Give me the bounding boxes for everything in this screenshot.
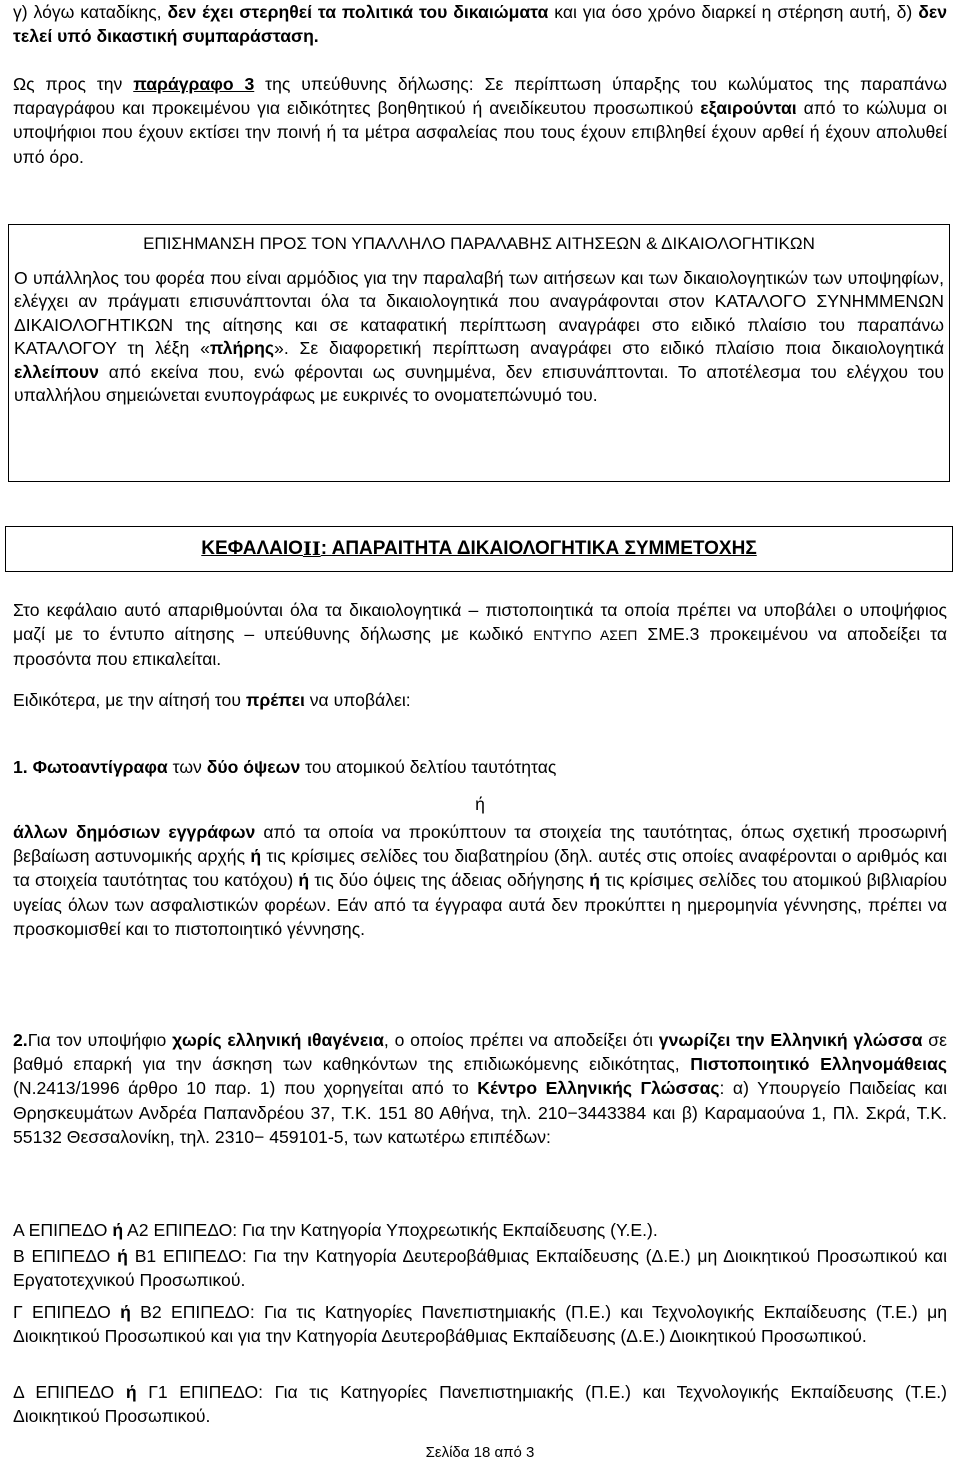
text-segment: Ειδικότερα, με την αίτησή του — [13, 690, 246, 710]
text-segment: σε βαθμό επαρκή για την άσκηση των καθηκόντων της επιδιωκόμενης ειδικότητας, — [13, 1030, 947, 1075]
bold-text: ή — [589, 870, 600, 891]
bold-text: ή — [298, 870, 310, 891]
notice-box — [8, 224, 950, 482]
text-segment: να υποβάλει: — [304, 690, 411, 710]
level-c — [13, 1300, 947, 1348]
text-segment: Γ ΕΠΙΠΕΔΟ — [13, 1302, 121, 1322]
text-segment: από εκείνα που, ενώ φέρονται ως συνημμένα, δεν επισυνάπτονται. Το αποτέλεσμα του ελέγχου του υπαλλήλου σημειώνεται ενυπογράφως με ευκρινές το ονοματεπώνυμό του. — [14, 361, 944, 406]
bold-text: δεν έχει στερηθεί τα πολιτικά του δικαιώματα — [167, 2, 549, 22]
text-segment: Β ΕΠΙΠΕΔΟ — [13, 1246, 118, 1266]
item-1-body — [13, 820, 947, 941]
text-segment: Δ ΕΠΙΠΕΔΟ — [13, 1382, 126, 1402]
notice-title: ΕΠΙΣΗΜΑΝΣΗ ΠΡΟΣ ΤΟΝ ΥΠΑΛΛΗΛΟ ΠΑΡΑΛΑΒΗΣ ΑΙΤΗΣΕΩΝ & ΔΙΚΑΙΟΛΟΓΗΤΙΚΩΝ — [143, 234, 815, 253]
text-segment: Β1 ΕΠΙΠΕΔΟ: Για την Κατηγορία Δευτεροβάθμιας Εκπαίδευσης (Δ.Ε.) μη Διοικητικού Προσωπικού και Εργατοτεχνικού Προσωπικού. — [13, 1246, 947, 1291]
text-segment: Α ΕΠΙΠΕΔΟ — [13, 1220, 113, 1240]
paragraph-conditions-end — [13, 0, 947, 48]
bold-text: γνωρίζει την Ελληνική γλώσσα — [658, 1030, 923, 1050]
bold-underlined-text: παράγραφο 3 — [133, 74, 255, 94]
text-segment: Ως προς την — [13, 74, 134, 94]
bold-text: δύο όψεων — [206, 757, 301, 777]
text-segment: , ο οποίος πρέπει να αποδείξει ότι — [383, 1030, 659, 1050]
text-segment: ΚΕΦΑΛΑΙΟ — [201, 538, 303, 559]
bold-text: πρέπει — [245, 690, 305, 710]
text-segment: (Ν.2413/1996 άρθρο 10 παρ. 1) που χορηγείται από το — [13, 1078, 478, 1099]
bold-text: ελλείπουν — [14, 361, 99, 382]
bold-text: ή — [112, 1220, 124, 1240]
level-a — [13, 1218, 947, 1242]
page-number: Σελίδα 18 από 3 — [425, 1444, 535, 1461]
bold-text: άλλων δημόσιων εγγράφων — [13, 822, 256, 842]
level-b — [13, 1244, 947, 1292]
text-segment: από τα οποία να προκύπτουν τα στοιχεία της ταυτότητας, όπως σχετική προσωρινή βεβαίωση αστυνομικής αρχής — [13, 822, 947, 867]
text-segment: από το κώλυμα οι υποψήφιοι που έχουν εκτίσει την ποινή ή τα μέτρα ασφαλείας που τους έχουν επιβληθεί έχουν αρθεί ή έχουν απολυθεί υπό όρο. — [13, 98, 947, 167]
text-segment: Ο υπάλληλος του φορέα που είναι αρμόδιος για την παραλαβή των αιτήσεων και των δικαιολογητικών των υποψηφίων, ελέγχει αν πράγματι επισυνάπτονται όλα τα δικαιολογητικά που αναγράφονται στον ΚΑΤΑΛΟΓΟ ΣΥΝΗΜΜΕΝΩΝ ΔΙΚΑΙΟΛΟΓΗΤΙΚΩΝ της αίτησης και σε καταφατική περίπτωση αναγράφει στο ειδικό πλαίσιο του παραπάνω ΚΑΤΑΛΟΓΟΥ τη λέξη « — [14, 268, 944, 359]
notice-body — [14, 267, 944, 407]
bold-text: ή — [125, 1382, 137, 1402]
text-segment: Στο κεφάλαιο αυτό απαριθμούνται όλα τα δικαιολογητικά – πιστοποιητικά τα οποία πρέπει να υποβάλει ο υποψήφιος μαζί με το έντυπο αίτησης – υπεύθυνης δήλωσης με κωδικό — [13, 600, 947, 645]
roman-numeral: ΙΙ — [302, 538, 321, 560]
text-segment: τις δύο όψεις της άδειας οδήγησης — [309, 870, 590, 891]
text-segment: ». Σε διαφορετική περίπτωση αναγράφει στο ειδικό πλαίσιο ποια δικαιολογητικά — [274, 338, 944, 359]
paragraph-intro — [13, 598, 947, 672]
text-segment: της υπεύθυνης δήλωσης: Σε περίπτωση ύπαρξης του κωλύματος της παραπάνω παραγράφου και προκειμένου για ειδικότητες βοηθητικού ή ανειδίκευτου προσωπικού — [13, 74, 947, 119]
bold-text: Πιστοποιητικό Ελληνομάθειας — [690, 1054, 947, 1075]
bold-text: Κέντρο Ελληνικής Γλώσσας — [477, 1078, 720, 1099]
level-d — [13, 1380, 947, 1428]
text-segment: του ατομικού δελτίου ταυτότητας — [300, 757, 557, 777]
item-number: 2. — [13, 1030, 28, 1050]
text-segment: Β2 ΕΠΙΠΕΔΟ: Για τις Κατηγορίες Πανεπιστημιακής (Π.Ε.) και Τεχνολογικής Εκπαίδευσης (Τ.Ε.) μη Διοικητικού Προσωπικού και για την Κατηγορία Δευτεροβάθμιας Εκπαίδευσης (Δ.Ε.) Διοικητικού Προσωπικού. — [13, 1302, 948, 1347]
bold-text: χωρίς ελληνική ιθαγένεια — [172, 1030, 384, 1050]
chapter-heading — [5, 526, 953, 572]
bold-text: Φωτοαντίγραφα — [27, 757, 168, 777]
text-segment: γ) λόγω καταδίκης, — [13, 2, 168, 22]
item-number: 1. — [13, 757, 28, 777]
text-segment: : ΑΠΑΡΑΙΤΗΤΑ ΔΙΚΑΙΟΛΟΓΗΤΙΚΑ ΣΥΜΜΕΤΟΧΗΣ — [320, 538, 757, 559]
item-2-body — [13, 1028, 947, 1149]
text-segment: τις κρίσιμες σελίδες του διαβατηρίου (δηλ. αυτές στις οποίες αναφέρονται ο αριθμός και τα στοιχεία ταυτότητας του κατόχου) — [13, 846, 948, 891]
paragraph-must-submit — [13, 688, 947, 712]
item-1-heading — [13, 755, 947, 779]
text-segment: Α2 ΕΠΙΠΕΔΟ: Για την Κατηγορία Υποχρεωτικής Εκπαίδευσης (Υ.Ε.). — [123, 1220, 658, 1240]
text-segment: των — [167, 757, 207, 777]
bold-text: ή — [117, 1246, 128, 1266]
bold-text: δεν τελεί υπό δικαστική συμπαράσταση. — [13, 2, 947, 47]
bold-text: ή — [120, 1302, 131, 1322]
form-code: ΕΝΤΥΠΟ ΑΣΕΠ — [533, 627, 638, 644]
text-segment: και για όσο χρόνο διαρκεί η στέρηση αυτή, δ) — [548, 2, 919, 22]
paragraph-section-3 — [13, 72, 947, 169]
bold-text: εξαιρούνται — [700, 98, 797, 119]
item-1-or: ή — [475, 794, 485, 814]
text-segment: : α) Υπουργείο Παιδείας και Θρησκευμάτων Ανδρέα Παπανδρέου 37, Τ.Κ. 151 80 Αθήνα, τηλ. 210−3443384 και β) Καραμαούνα 1, Πλ. Σκρά, Τ.Κ. 55132 Θεσσαλονίκη, τηλ. 2310− 459101-5, των κατωτέρω επιπέδων: — [13, 1078, 947, 1147]
bold-text: ή — [250, 846, 262, 867]
text-segment: τις κρίσιμες σελίδες του ατομικού βιβλιαρίου υγείας όλων των ασφαλιστικών φορέων. Εάν από τα έγγραφα αυτά δεν προκύπτει η ημερομηνία γέννησης, πρέπει να προσκομισθεί και το πιστοποιητικό γέννησης. — [13, 870, 947, 939]
bold-text: πλήρης — [209, 338, 275, 359]
text-segment: ΣΜΕ.3 προκειμένου να αποδείξει τα προσόντα που επικαλείται. — [13, 624, 948, 670]
text-segment: Για τον υποψήφιο — [27, 1030, 173, 1050]
text-segment: Γ1 ΕΠΙΠΕΔΟ: Για τις Κατηγορίες Πανεπιστημιακής (Π.Ε.) και Τεχνολογικής Εκπαίδευσης (Τ.Ε.) Διοικητικού Προσωπικού. — [13, 1382, 947, 1427]
